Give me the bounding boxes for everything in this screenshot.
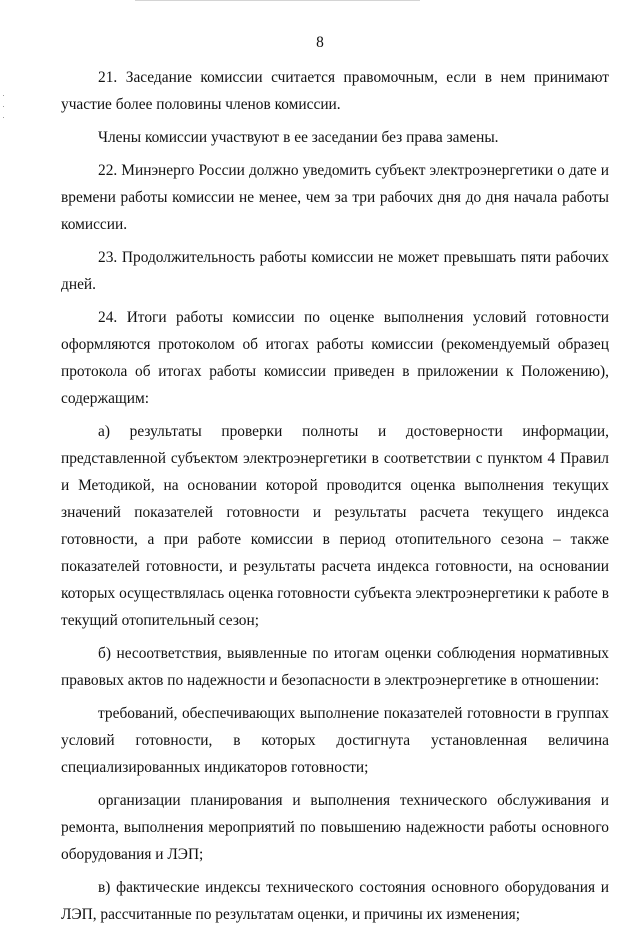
paragraph-requirements: требований, обеспечивающих выполнение показателей готовности в группах условий готовности, в которых достигнута установленная величина: [61, 705, 609, 749]
paragraph-21: 21. Заседание комиссии считается правомочным, если в нем принимают участие более половины членов комиссии.: [61, 69, 609, 113]
paragraph-maintenance: организации планирования и выполнения технического обслуживания и ремонта, выполнения мероприятий по повышению надежности работы основного оборудования и ЛЭП;: [61, 792, 609, 863]
page-number: 8: [316, 34, 324, 51]
paragraph-24: 24. Итоги работы комиссии по оценке выполнения условий готовности оформляются протоколом об итогах работы комиссии (рекомендуемый образец протокола об итогах работы комиссии приведен в приложении к Положению), содержащим:: [61, 309, 609, 407]
paragraph-24-a: а) результаты проверки полноты и достоверности информации, представленной субъектом электроэнергетики в соответствии с пунктом 4 Правил и Методикой, на основании которой проводится оценка выполнения текущих значений показателей готовности и результаты расчета текущего индекса готовности, а при работе комиссии в период отопительного сезона – также показателей готовности, и результаты расчета индекса готовности, на основании которых осуществлялась оценка готовности субъекта электроэнергетики к работе в текущий отопительный сезон;: [61, 423, 609, 629]
scan-edge-line: [135, 0, 420, 1]
paragraph-24-v: в) фактические индексы технического состояния основного оборудования и ЛЭП, рассчитанные по результатам оценки, и причины их изменения;: [61, 879, 609, 923]
paragraph-24-b: б) несоответствия, выявленные по итогам оценки соблюдения нормативных правовых актов по надежности и безопасности в электроэнергетике в отношении:: [61, 645, 609, 689]
document-body: [61, 64, 609, 934]
paragraph-members: Члены комиссии участвуют в ее заседании без права замены.: [98, 129, 499, 146]
scan-margin-marks: [3, 95, 5, 135]
paragraph-requirements-continued: специализированных индикаторов готовности;: [61, 759, 369, 776]
paragraph-23: 23. Продолжительность работы комиссии не может превышать пяти рабочих дней.: [61, 249, 609, 293]
paragraph-22: 22. Минэнерго России должно уведомить субъект электроэнергетики о дате и времени работы комиссии не менее, чем за три рабочих дня до дня начала работы комиссии.: [61, 162, 609, 233]
